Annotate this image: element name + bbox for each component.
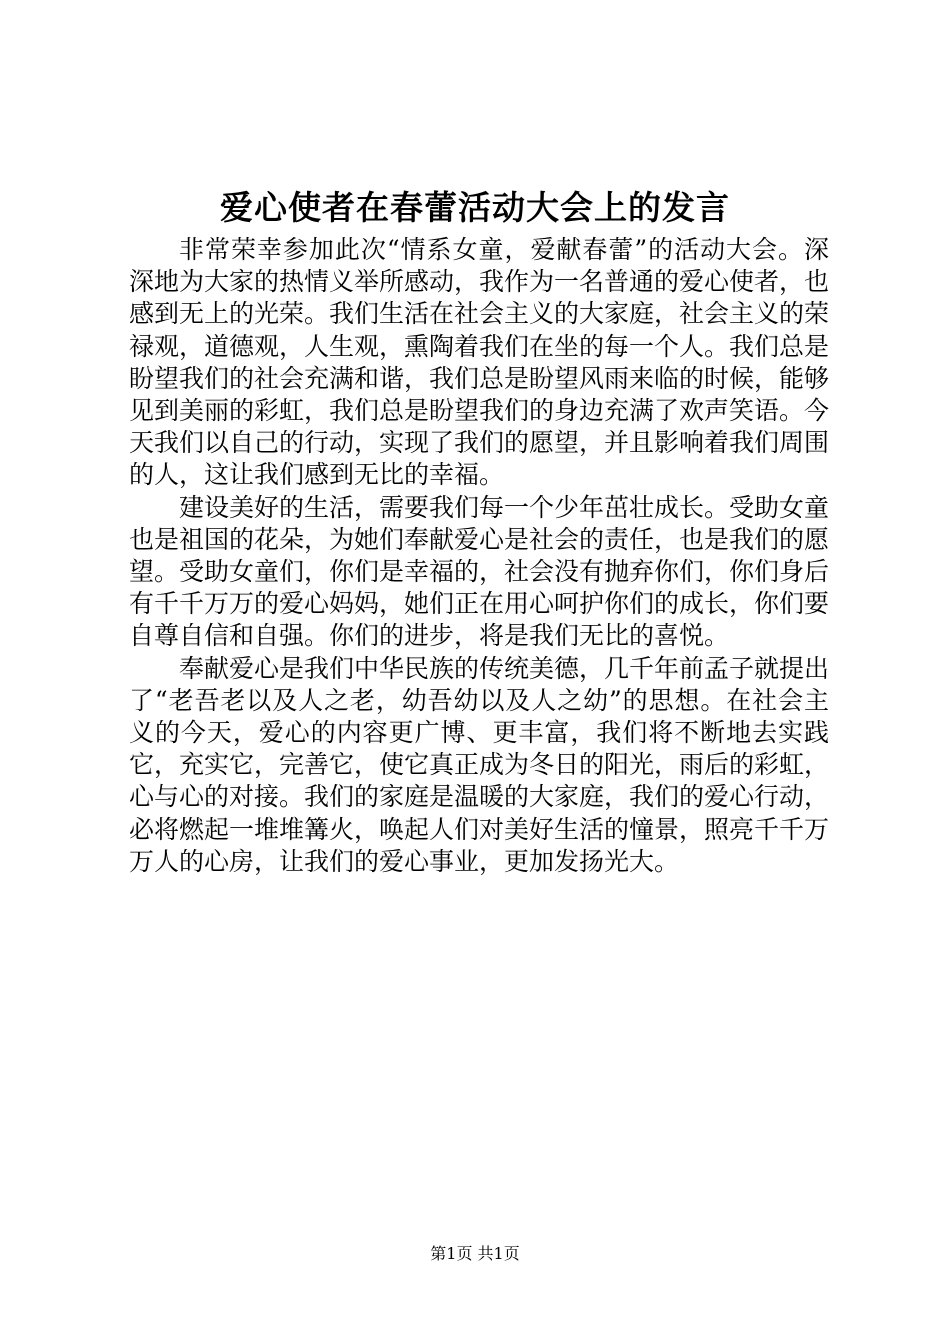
document-body [129, 234, 829, 878]
paragraph-1: 非常荣幸参加此次“情系女童，爱献春蕾”的活动大会。深深地为大家的热情义举所感动，我作为一名普通的爱心使者，也感到无上的光荣。我们生活在社会主义的大家庭，社会主义的荣禄观，道德观，人生观，熏陶着我们在坐的每一个人。我们总是盼望我们的社会充满和谐，我们总是盼望风雨来临的时候，能够见到美丽的彩虹，我们总是盼望我们的身边充满了欢声笑语。今天我们以自己的行动，实现了我们的愿望，并且影响着我们周围的人，这让我们感到无比的幸福。 [129, 235, 830, 490]
page-number-footer: 第1页 共1页 [430, 1244, 520, 1263]
document-title: 爱心使者在春蕾活动大会上的发言 [220, 188, 730, 227]
paragraph-3: 奉献爱心是我们中华民族的传统美德，几千年前孟子就提出了“老吾老以及人之老，幼吾幼以及人之幼”的思想。在社会主义的今天，爱心的内容更广博、更丰富，我们将不断地去实践它，充实它，完善它，使它真正成为冬日的阳光，雨后的彩虹，心与心的对接。我们的家庭是温暖的大家庭，我们的爱心行动，必将燃起一堆堆篝火，唤起人们对美好生活的憧景，照亮千千万万人的心房，让我们的爱心事业，更加发扬光大。 [129, 653, 830, 876]
paragraph-2: 建设美好的生活，需要我们每一个少年茁壮成长。受助女童也是祖国的花朵，为她们奉献爱心是社会的责任，也是我们的愿望。受助女童们，你们是幸福的，社会没有抛弃你们，你们身后有千千万万的爱心妈妈，她们正在用心呵护你们的成长，你们要自尊自信和自强。你们的进步，将是我们无比的喜悦。 [129, 492, 830, 651]
